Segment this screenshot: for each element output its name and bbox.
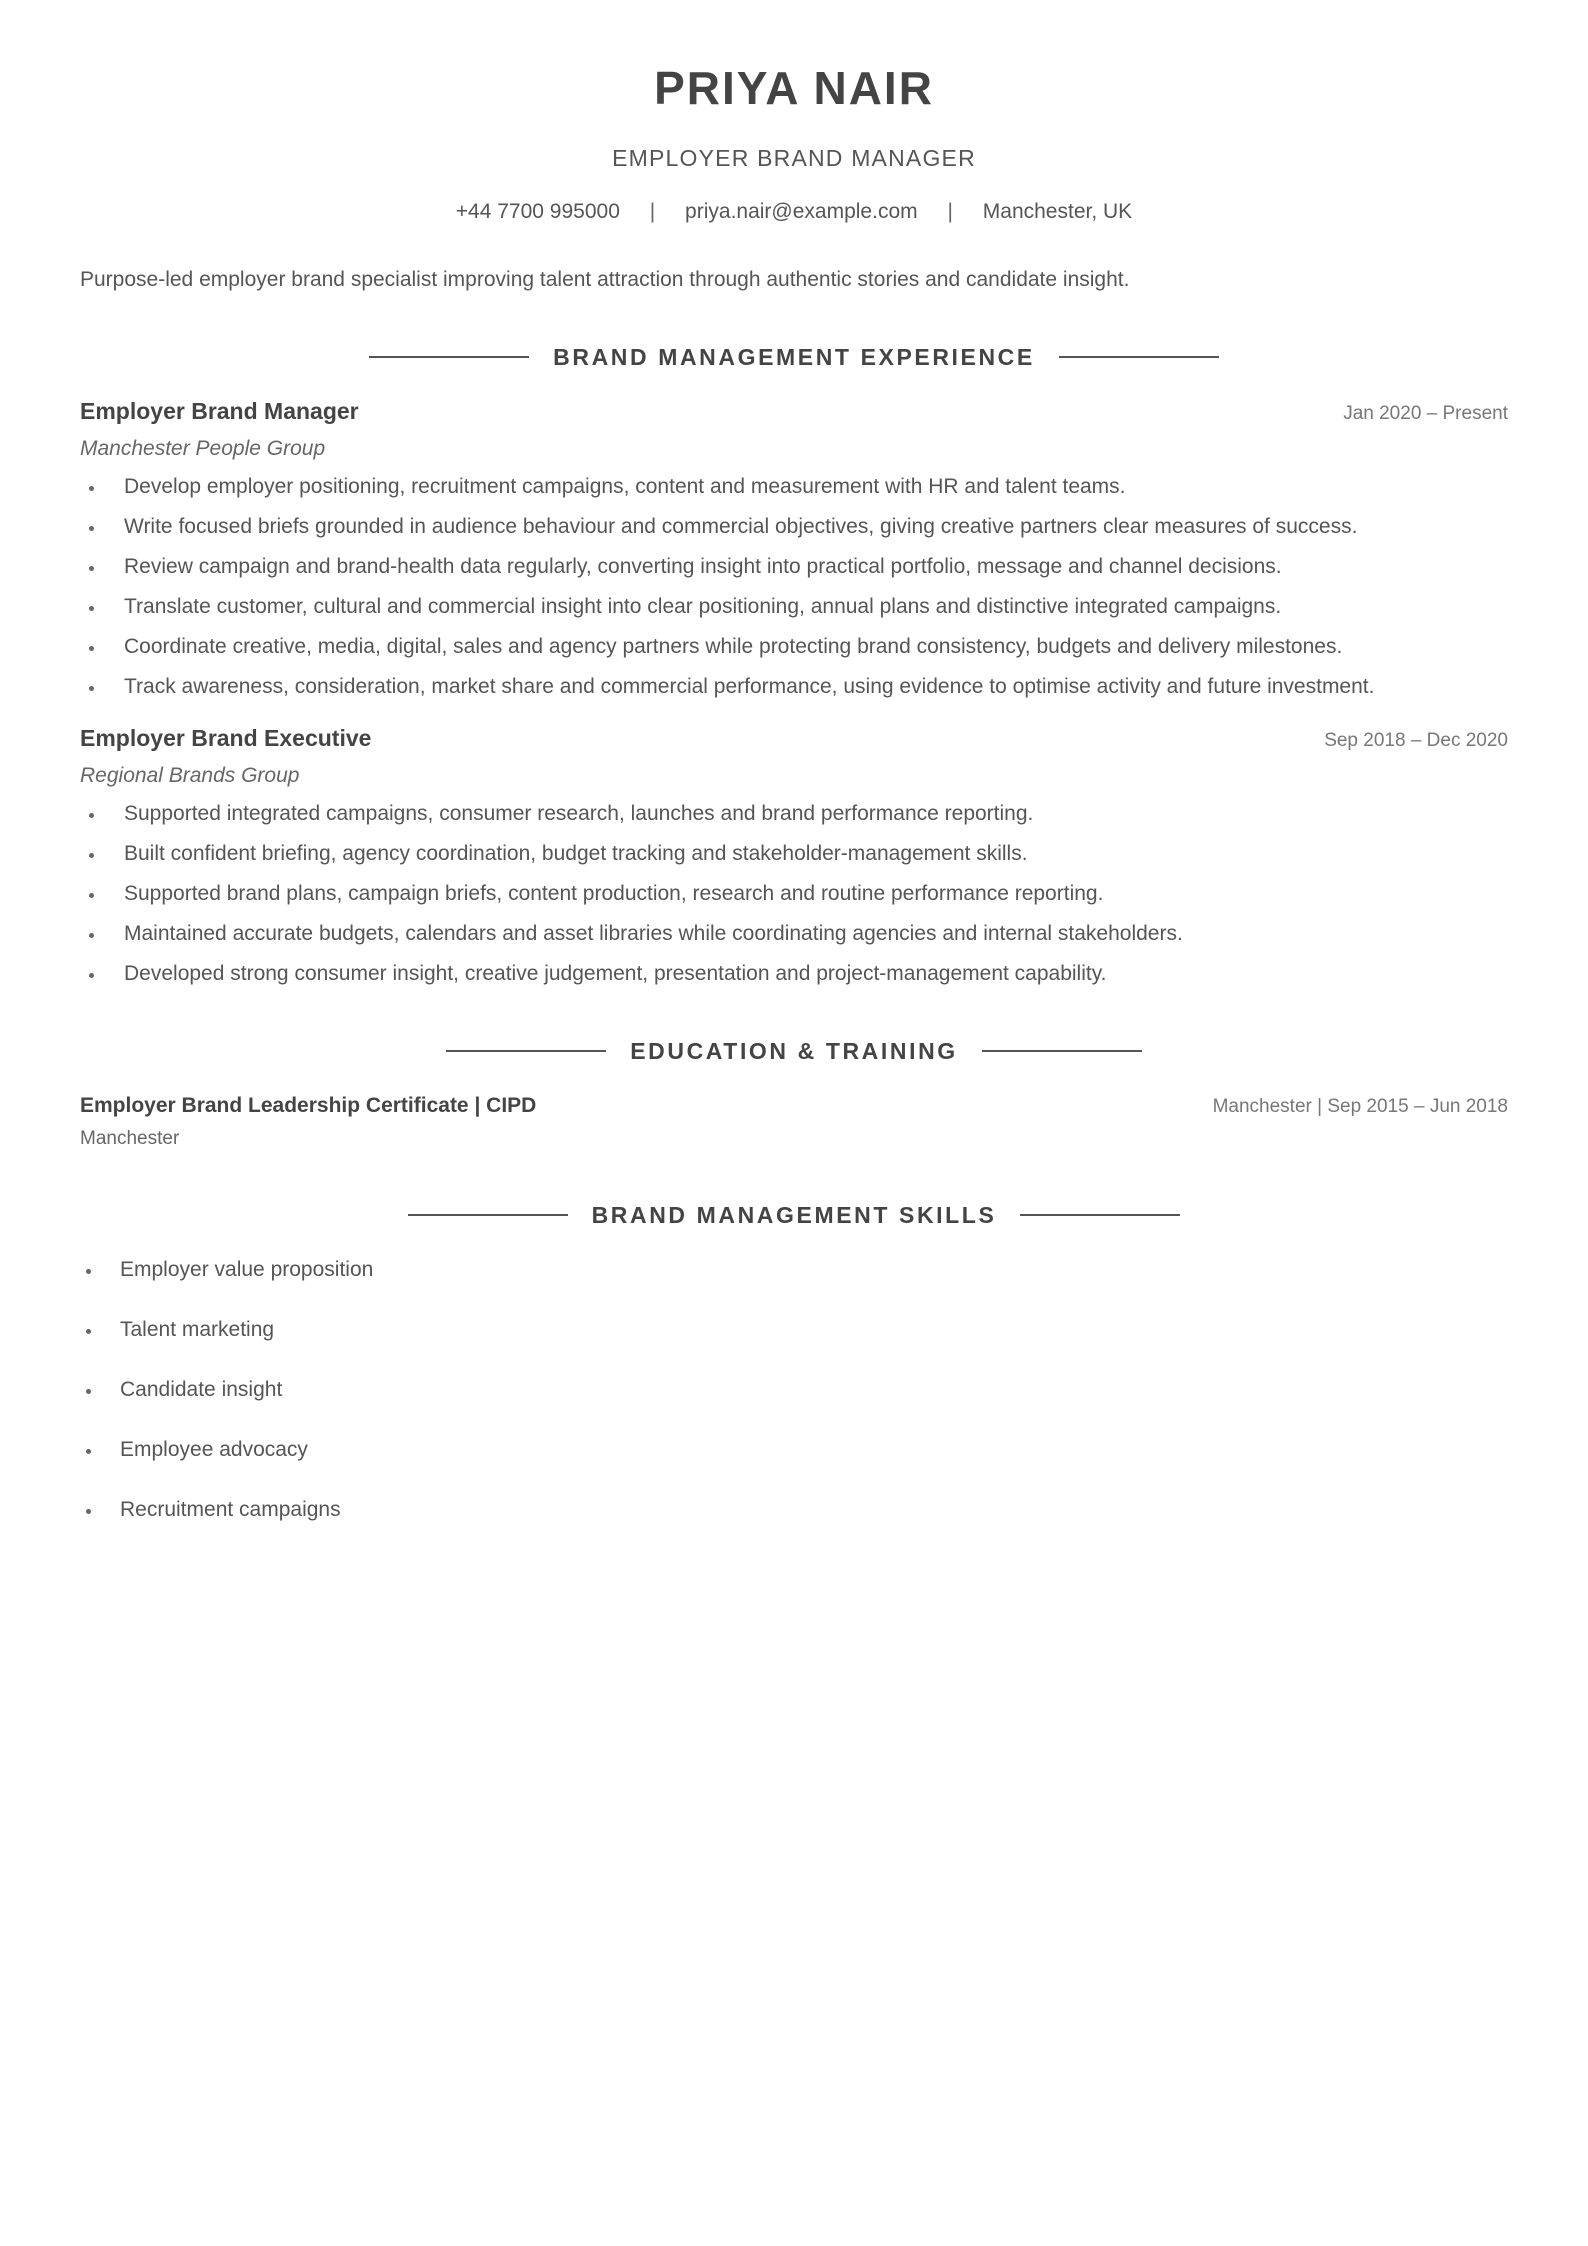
skill-item xyxy=(80,1436,1508,1464)
bullet-text: Developed strong consumer insight, creative judgement, presentation and project-management capability. xyxy=(124,962,1107,985)
skill-text: Employer value proposition xyxy=(120,1258,374,1281)
job-dates: Jan 2020 – Present xyxy=(1343,403,1508,424)
job-bullet xyxy=(80,920,1508,948)
heading-rule-right xyxy=(982,1050,1142,1052)
bullet-icon xyxy=(89,486,94,491)
bullet-icon xyxy=(86,1269,91,1274)
bullet-icon xyxy=(89,893,94,898)
section-heading-label: EDUCATION & TRAINING xyxy=(630,1038,958,1064)
contact-location: Manchester, UK xyxy=(982,200,1133,223)
heading-rule-left xyxy=(446,1050,606,1052)
bullet-icon xyxy=(86,1509,91,1514)
job-title: Employer Brand Executive xyxy=(80,725,372,751)
education-title: Employer Brand Leadership Certificate | CIPD xyxy=(80,1094,537,1117)
education-entry xyxy=(80,1092,1508,1152)
professional-summary: Purpose-led employer brand specialist improving talent attraction through authentic stories and candidate insight. xyxy=(80,268,1130,291)
contact-email: priya.nair@example.com xyxy=(685,200,918,223)
job-bullet xyxy=(80,840,1508,868)
bullet-icon xyxy=(89,933,94,938)
skill-text: Recruitment campaigns xyxy=(120,1498,341,1521)
bullet-icon xyxy=(89,606,94,611)
bullet-icon xyxy=(89,566,94,571)
job-bullet xyxy=(80,473,1508,501)
job-bullet xyxy=(80,880,1508,908)
bullet-icon xyxy=(89,526,94,531)
bullet-icon xyxy=(89,973,94,978)
bullet-icon xyxy=(86,1389,91,1394)
skill-item xyxy=(80,1496,1508,1524)
education-location: Manchester xyxy=(80,1128,180,1149)
bullet-icon xyxy=(86,1449,91,1454)
bullet-icon xyxy=(89,646,94,651)
section-heading-label: BRAND MANAGEMENT SKILLS xyxy=(591,1202,997,1228)
candidate-name: PRIYA NAIR xyxy=(654,62,934,114)
experience-section-heading xyxy=(80,342,1508,372)
heading-rule-right xyxy=(1020,1214,1180,1216)
contact-phone: +44 7700 995000 xyxy=(455,200,620,223)
skill-item xyxy=(80,1316,1508,1344)
bullet-icon xyxy=(89,686,94,691)
section-heading-label: BRAND MANAGEMENT EXPERIENCE xyxy=(553,344,1035,370)
job-entry xyxy=(80,396,1508,701)
bullet-icon xyxy=(89,853,94,858)
bullet-icon xyxy=(89,813,94,818)
education-meta: Manchester | Sep 2015 – Jun 2018 xyxy=(1212,1096,1508,1117)
heading-rule-left xyxy=(369,356,529,358)
skill-text: Candidate insight xyxy=(120,1378,283,1401)
skills-list xyxy=(80,1256,1508,1524)
bullet-text: Write focused briefs grounded in audience behaviour and commercial objectives, giving creative partners clear measures of success. xyxy=(124,515,1358,538)
bullet-text: Review campaign and brand-health data regularly, converting insight into practical portfolio, message and channel decisions. xyxy=(124,555,1282,578)
skills-section-heading xyxy=(80,1200,1508,1230)
bullet-text: Maintained accurate budgets, calendars and asset libraries while coordinating agencies and internal stakeholders. xyxy=(124,922,1183,945)
skill-item xyxy=(80,1376,1508,1404)
education-section-heading xyxy=(80,1036,1508,1066)
job-bullet xyxy=(80,800,1508,828)
bullet-icon xyxy=(86,1329,91,1334)
job-bullets xyxy=(80,473,1508,701)
job-bullets xyxy=(80,800,1508,988)
bullet-text: Coordinate creative, media, digital, sales and agency partners while protecting brand consistency, budgets and delivery milestones. xyxy=(124,635,1343,658)
job-bullet xyxy=(80,593,1508,621)
heading-rule-right xyxy=(1059,356,1219,358)
job-bullet xyxy=(80,513,1508,541)
skill-item xyxy=(80,1256,1508,1284)
heading-rule-left xyxy=(408,1214,568,1216)
job-company: Regional Brands Group xyxy=(80,764,300,787)
job-bullet xyxy=(80,633,1508,661)
skill-text: Employee advocacy xyxy=(120,1438,308,1461)
contact-separator: | xyxy=(649,200,656,223)
job-title: Employer Brand Manager xyxy=(80,398,359,424)
bullet-text: Translate customer, cultural and commercial insight into clear positioning, annual plans and distinctive integrated campaigns. xyxy=(124,595,1282,618)
job-bullet xyxy=(80,673,1508,701)
bullet-text: Supported brand plans, campaign briefs, content production, research and routine performance reporting. xyxy=(124,882,1104,905)
skill-text: Talent marketing xyxy=(120,1318,275,1341)
contact-line xyxy=(80,198,1508,226)
job-company: Manchester People Group xyxy=(80,437,326,460)
job-entry xyxy=(80,723,1508,988)
resume-header xyxy=(80,0,1508,226)
candidate-title: EMPLOYER BRAND MANAGER xyxy=(612,145,976,171)
job-bullet xyxy=(80,553,1508,581)
contact-separator: | xyxy=(947,200,953,223)
job-dates: Sep 2018 – Dec 2020 xyxy=(1324,730,1508,751)
bullet-text: Track awareness, consideration, market share and commercial performance, using evidence to optimise activity and future investment. xyxy=(124,675,1375,698)
bullet-text: Built confident briefing, agency coordination, budget tracking and stakeholder-management skills. xyxy=(124,842,1028,865)
job-bullet xyxy=(80,960,1508,988)
bullet-text: Develop employer positioning, recruitment campaigns, content and measurement with HR and talent teams. xyxy=(124,475,1126,498)
bullet-text: Supported integrated campaigns, consumer research, launches and brand performance reporting. xyxy=(124,802,1034,825)
